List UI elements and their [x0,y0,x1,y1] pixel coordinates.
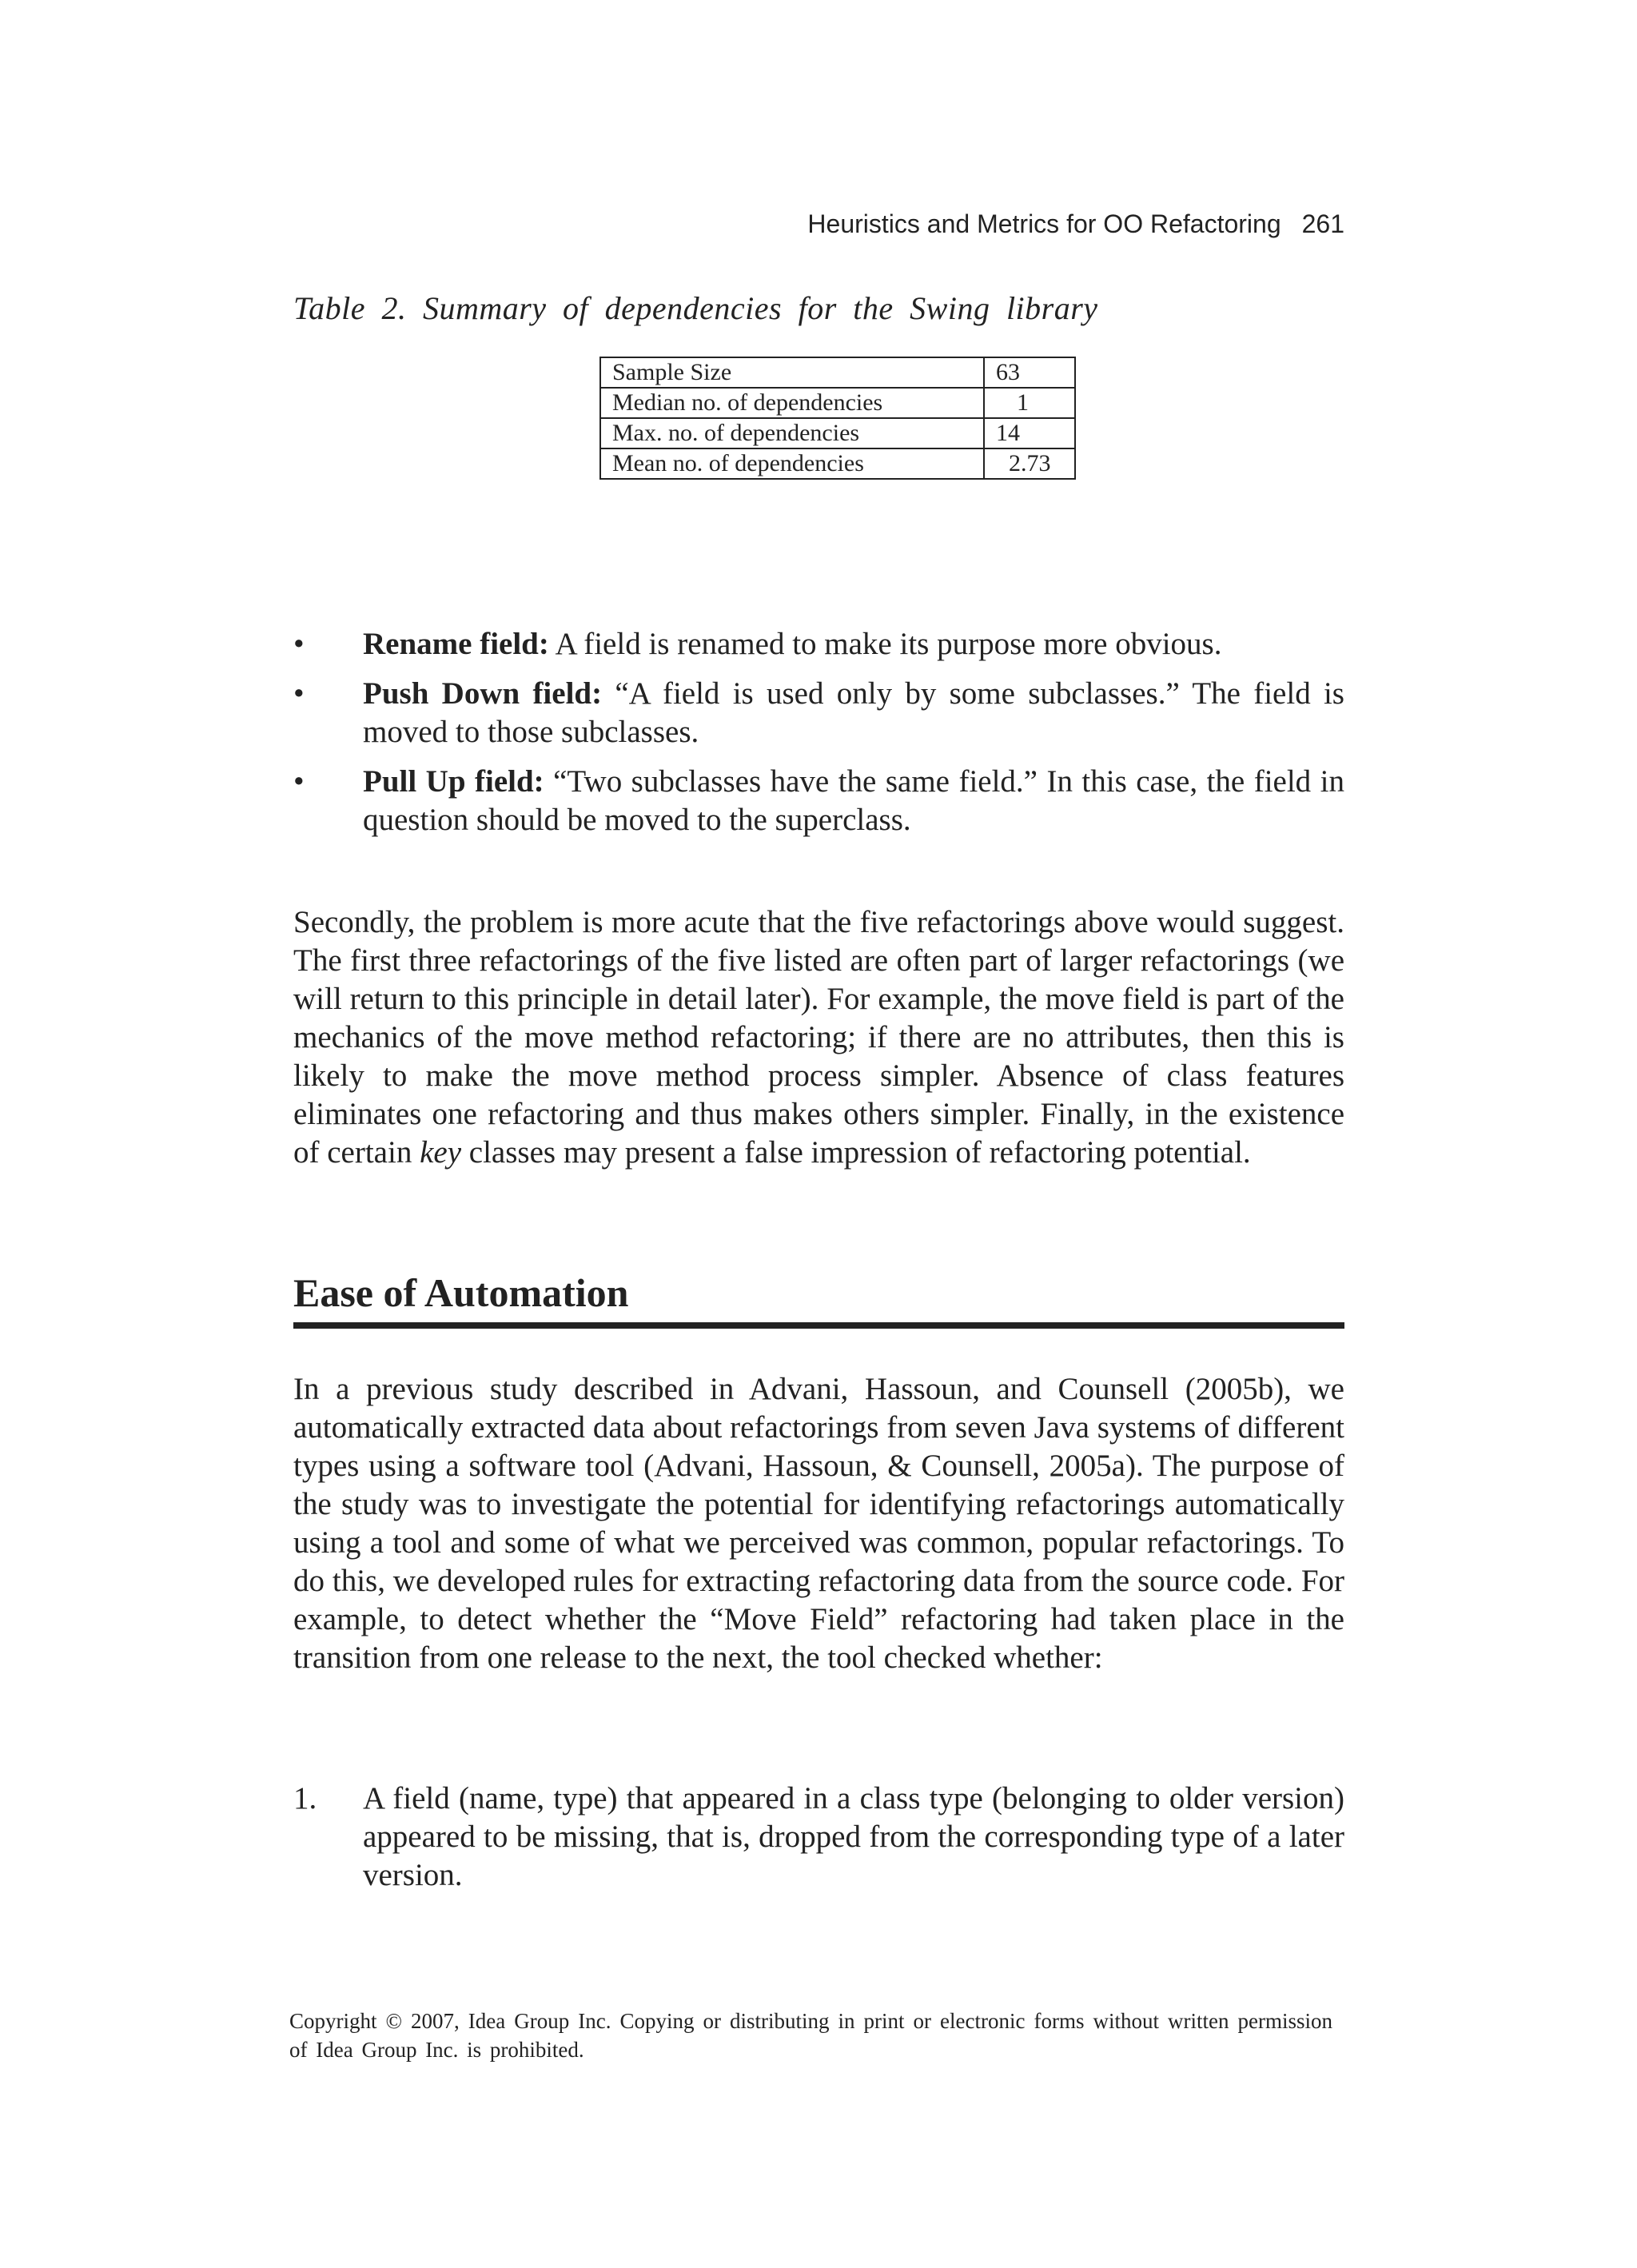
section-heading: Ease of Automation [293,1270,1344,1329]
paragraph-text: Secondly, the problem is more acute that the five refactorings above would suggest. The first three refactorings of the five listed are often part of larger refactorings (we will return to this principle in detail later). For example, the move field is part of the mechanics of the move method refactoring; if there are no attributes, then this is likely to make the move method process simpler. Absence of class features eliminates one refactoring and thus makes others simpler. Finally, in the existence of certain [293,905,1344,1170]
list-item [293,675,1344,751]
table-cell-label: Sample Size [600,357,984,388]
table-cell-label: Median no. of dependencies [600,388,984,418]
bullet-icon: • [293,627,305,661]
table-cell-value: 63 [984,357,1075,388]
paragraph-text: classes may present a false impression of refactoring potential. [461,1135,1251,1170]
table-row [600,418,1075,448]
table-cell-value: 2.73 [984,448,1075,479]
bullet-icon: • [293,764,305,799]
body-paragraph [293,903,1344,1172]
numbered-list [293,1780,1344,1895]
table-cell-value: 1 [984,388,1075,418]
summary-table [599,357,1076,480]
list-item [293,763,1344,839]
table-row [600,448,1075,479]
table-cell-label: Mean no. of dependencies [600,448,984,479]
copyright-notice: Copyright © 2007, Idea Group Inc. Copying or distributing in print or electronic forms without written permission of Idea Group Inc. is prohibited. [289,2009,1332,2062]
list-item [293,625,1344,664]
bullet-text: “Two subclasses have the same field.” In this case, the field in question should be moved to the superclass. [363,764,1344,837]
table-row [600,357,1075,388]
table-caption: Table 2. Summary of dependencies for the Swing library [293,290,1098,326]
body-paragraph: In a previous study described in Advani, Hassoun, and Counsell (2005b), we automatically extracted data about refactorings from seven Java systems of different types using a software tool (Advani, Hassoun, & Counsell, 2005a). The purpose of the study was to investigate the potential for identifying refactorings automatically using a tool and some of what we perceived was common, popular refactorings. To do this, we developed rules for extracting refactoring data from the source code. For example, to detect whether the “Move Field” refactoring had taken place in the transition from one release to the next, the tool checked whether: [293,1372,1344,1675]
table-row [600,388,1075,418]
running-title: Heuristics and Metrics for OO Refactoring [807,209,1281,238]
list-number: 1. [293,1781,317,1816]
table-cell-label: Max. no. of dependencies [600,418,984,448]
list-item-text: A field (name, type) that appeared in a class type (belonging to older version) appeared to be missing, that is, dropped from the corresponding type of a later version. [363,1781,1344,1892]
emphasis-key: key [420,1135,462,1170]
running-header [807,209,1344,239]
bullet-icon: • [293,676,305,711]
table-cell-value: 14 [984,418,1075,448]
refactoring-bullet-list [293,625,1344,851]
page-number: 261 [1301,209,1344,238]
bullet-term: Pull Up field: [363,764,544,799]
bullet-term: Rename field: [363,627,549,661]
list-item [293,1780,1344,1895]
bullet-term: Push Down field: [363,676,603,711]
bullet-text: A field is renamed to make its purpose more obvious. [548,627,1222,661]
bullet-text: “A field is used only by some subclasses.” The field is moved to those subclasses. [363,676,1344,749]
